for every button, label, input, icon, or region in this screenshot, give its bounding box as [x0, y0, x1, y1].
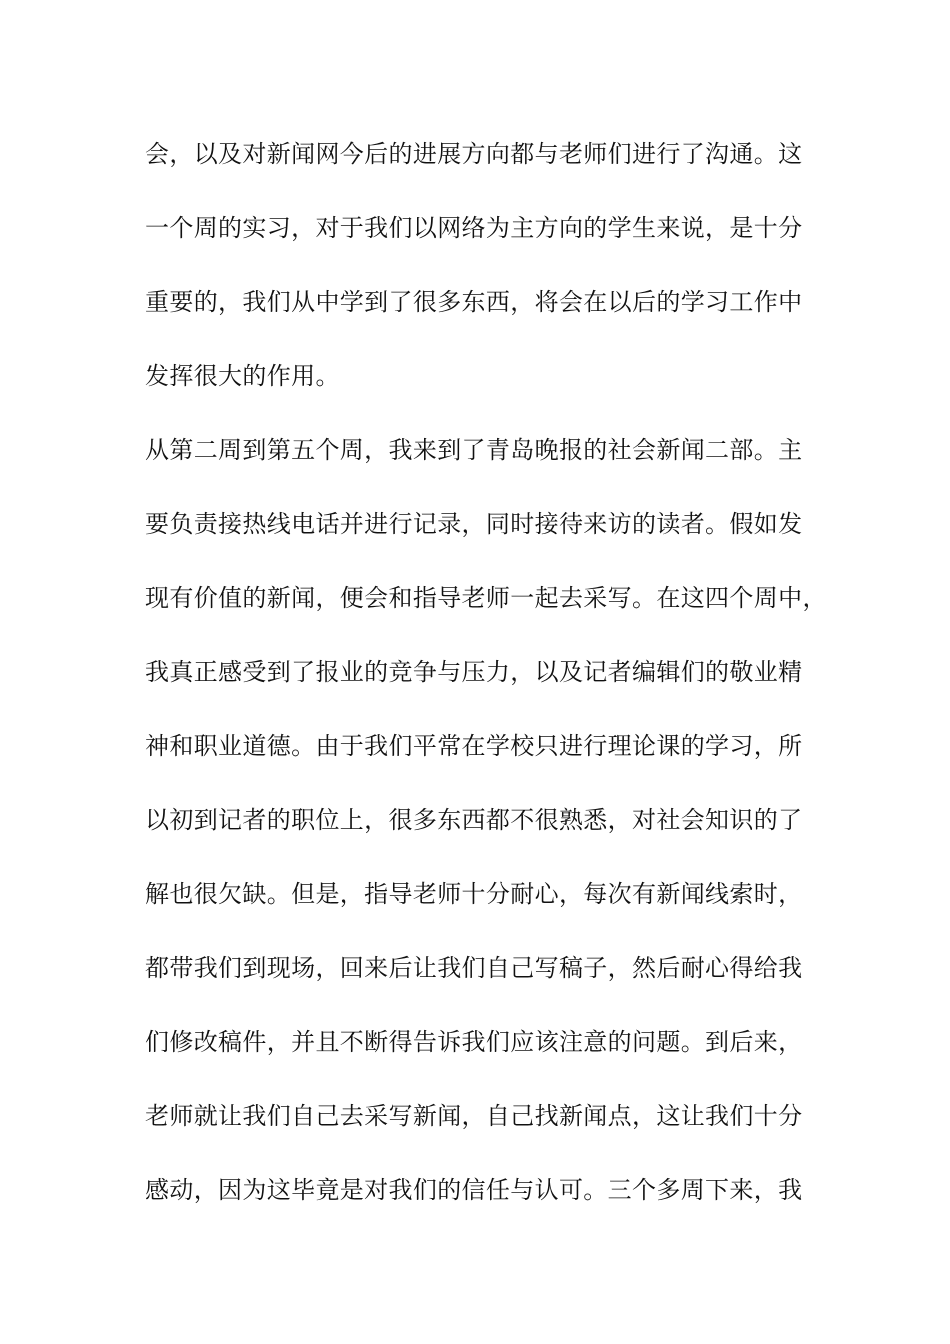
text-line: 以初到记者的职位上，很多东西都不很熟悉，对社会知识的了	[145, 806, 803, 834]
text-line: 感动，因为这毕竟是对我们的信任与认可。三个多周下来，我	[145, 1176, 803, 1204]
text-line: 都带我们到现场，回来后让我们自己写稿子，然后耐心得给我	[145, 954, 803, 982]
text-line: 发挥很大的作用。	[145, 362, 340, 390]
text-line: 神和职业道德。由于我们平常在学校只进行理论课的学习，所	[145, 732, 803, 760]
text-line: 会，以及对新闻网今后的进展方向都与老师们进行了沟通。这	[145, 140, 803, 168]
text-line: 解也很欠缺。但是，指导老师十分耐心，每次有新闻线索时，	[145, 880, 803, 908]
text-line: 从第二周到第五个周，我来到了青岛晚报的社会新闻二部。主	[145, 436, 803, 464]
text-line: 要负责接热线电话并进行记录，同时接待来访的读者。假如发	[145, 510, 803, 538]
text-line: 重要的，我们从中学到了很多东西，将会在以后的学习工作中	[145, 288, 803, 316]
text-line: 我真正感受到了报业的竞争与压力，以及记者编辑们的敬业精	[145, 658, 803, 686]
text-line: 现有价值的新闻，便会和指导老师一起去采写。在这四个周中，	[145, 584, 827, 612]
text-line: 们修改稿件，并且不断得告诉我们应该注意的问题。到后来，	[145, 1028, 803, 1056]
text-line: 一个周的实习，对于我们以网络为主方向的学生来说，是十分	[145, 214, 803, 242]
text-line: 老师就让我们自己去采写新闻，自己找新闻点，这让我们十分	[145, 1102, 803, 1130]
